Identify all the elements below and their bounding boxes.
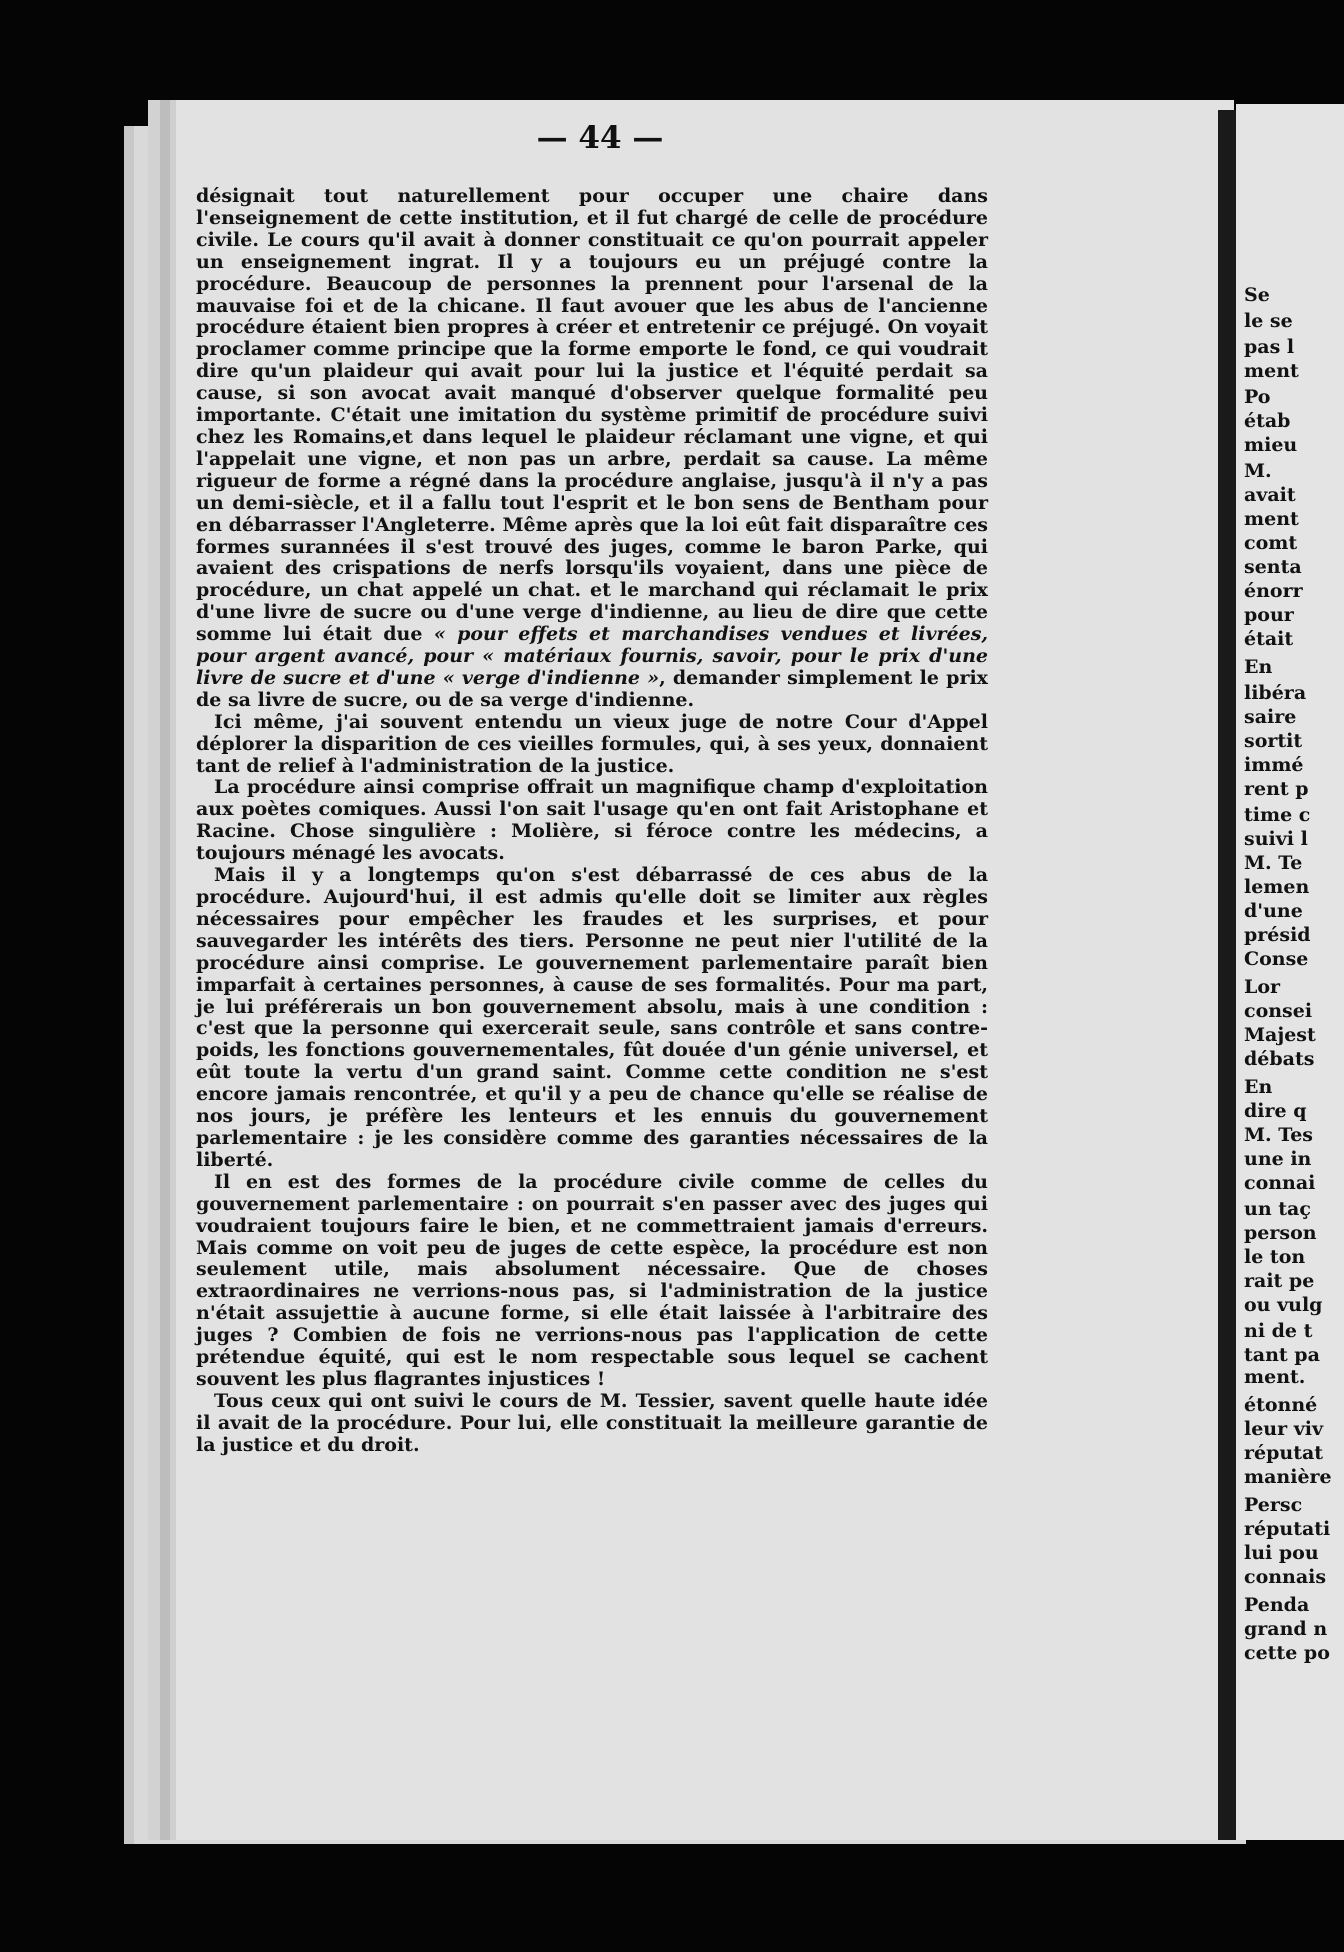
next-page-fragment: libéra (1244, 682, 1307, 704)
next-page-fragment: pas l (1244, 336, 1295, 358)
next-page-fragment: pour (1244, 604, 1294, 626)
paragraph-2: Ici même, j'ai souvent entendu un vieux juge de notre Cour d'Appel déplorer la disparition de ces vieilles formules, qui, à ses yeux, donnaient tant de relief à l'administration de la justice. (196, 710, 988, 777)
next-page-fragment: manière (1244, 1466, 1332, 1488)
page-body (196, 186, 988, 1457)
next-page-fragment: mieu (1244, 434, 1298, 456)
next-page-fragment: Po (1244, 386, 1271, 408)
next-page-fragment: ni de t (1244, 1320, 1313, 1342)
next-page-fragment: ment (1244, 360, 1299, 382)
next-page-fragment: leur viv (1244, 1418, 1324, 1440)
next-page-fragment: immé (1244, 754, 1304, 776)
next-page-fragment: le ton (1244, 1246, 1306, 1268)
next-page-fragment: consei (1244, 1000, 1313, 1022)
next-page-fragment: présid (1244, 924, 1311, 946)
next-page-fragment: débats (1244, 1048, 1315, 1070)
next-page-fragment: suivi l (1244, 828, 1308, 850)
page-number: — 44 — (536, 120, 664, 156)
next-page-fragment: senta (1244, 556, 1302, 578)
next-page-fragment: En (1244, 656, 1273, 678)
next-page-fragment: tant pa (1244, 1344, 1320, 1366)
next-page-fragment: Se (1244, 284, 1270, 306)
next-page-fragment: Conse (1244, 948, 1309, 970)
next-page-fragment: ment (1244, 508, 1299, 530)
next-page-fragment: connais (1244, 1566, 1327, 1588)
next-page-fragment: un taç (1244, 1198, 1311, 1220)
next-page-fragment: dire q (1244, 1100, 1307, 1122)
next-page-fragment: ment. (1244, 1366, 1306, 1388)
next-page-edge (1236, 104, 1344, 1840)
next-page-fragment: Persc (1244, 1494, 1303, 1516)
next-page-fragment: rent p (1244, 778, 1309, 800)
next-page-fragment: rait pe (1244, 1270, 1315, 1292)
next-page-fragment: sortit (1244, 730, 1303, 752)
paragraph-1-quote: « pour effets et marchandises vendues et livrées, pour argent avancé, pour « matériaux fournis, savoir, pour le prix d'une livre de sucre et d'une « verge d'indienne » (196, 623, 989, 689)
next-page-fragment: Penda (1244, 1594, 1310, 1616)
paragraph-1-text: désignait tout naturellement pour occuper une chaire dans l'enseignement de cette institution, et il fut chargé de celle de procédure civile. Le cours qu'il avait à donner constituait ce qu'on pourrait appeler un enseignement ingrat. Il y a toujours eu un préjugé contre la procédure. Beaucoup de personnes la prennent pour l'arsenal de la mauvaise foi et de la chicane. Il faut avouer que les abus de l'ancienne procédure étaient bien propres à créer et entretenir ce préjugé. On voyait proclamer comme principe que la forme emporte le fond, ce qui voudrait dire qu'un plaideur qui avait pour lui la justice et l'équité perdait sa cause, si son avocat avait manqué d'observer quelque formalité peu importante. C'était une imitation du système primitif de procédure suivi chez les Romains,et dans lequel le plaideur réclamant une vigne, et qui l'appelait une vigne, et non pas un arbre, perdait sa cause. La même rigueur de forme a régné dans la procédure anglaise, jusqu'à il n'y a pas un demi-siècle, et il a fallu tout l'esprit et le bon sens de Bentham pour en débarrasser l'Angleterre. Même après que la loi eût fait disparaître ces formes surannées il s'est trouvé des juges, comme le baron Parke, qui avaient des crispations de nerfs lorsqu'ils voyaient, dans une pièce de procédure, un chat appelé un chat. et le marchand qui réclamait le prix d'une livre de sucre ou d'une verge d'indienne, au lieu de dire que cette somme lui était due (196, 185, 988, 646)
next-page-fragment: étab (1244, 410, 1291, 432)
next-page-fragment: Lor (1244, 976, 1281, 998)
paragraph-6: Tous ceux qui ont suivi le cours de M. Tessier, savent quelle haute idée il avait de la procédure. Pour lui, elle constituait la meilleure garantie de la justice et du droit. (196, 1389, 988, 1456)
paragraph-4: Mais il y a longtemps qu'on s'est débarrassé de ces abus de la procédure. Aujourd'hui, il est admis qu'elle doit se limiter aux règles nécessaires pour empêcher les fraudes et les surprises, et pour sauvegarder les intérêts des tiers. Personne ne peut nier l'utilité de la procédure ainsi comprise. Le gouvernement parlementaire paraît bien imparfait à certaines personnes, à cause de ses formalités. Pour ma part, je lui préférerais un bon gouvernement absolu, mais à une condition : c'est que la personne qui exercerait seule, sans contrôle et sans contre-poids, les fonctions gouvernementales, fût douée d'un génie universel, et eût toute la vertu d'un grand saint. Comme cette condition ne s'est encore jamais rencontrée, et qu'il y a peu de chance qu'elle se réalise de nos jours, je préfère les lenteurs et les ennuis du gouvernement parlementaire : je les considère comme des garanties nécessaires de la liberté. (196, 864, 988, 1171)
next-page-fragment: ou vulg (1244, 1294, 1323, 1316)
next-page-fragment: connai (1244, 1172, 1316, 1194)
next-page-fragment: grand n (1244, 1618, 1328, 1640)
next-page-fragment: le se (1244, 310, 1293, 332)
next-page-fragment: lui pou (1244, 1542, 1319, 1564)
next-page-fragment: En (1244, 1076, 1273, 1098)
paragraph-1 (196, 186, 988, 712)
next-page-fragment: M. Te (1244, 852, 1303, 874)
next-page-fragment: M. (1244, 460, 1272, 482)
next-page-fragment: étonné (1244, 1394, 1318, 1416)
next-page-fragment: comt (1244, 532, 1298, 554)
next-page-fragment: time c (1244, 804, 1311, 826)
next-page-fragment: une in (1244, 1148, 1312, 1170)
next-page-fragment: lemen (1244, 876, 1310, 898)
next-page-fragment: était (1244, 628, 1294, 650)
next-page-fragment: avait (1244, 484, 1296, 506)
paragraph-3: La procédure ainsi comprise offrait un magnifique champ d'exploitation aux poètes comiques. Aussi l'on sait l'usage qu'en ont fait Aristophane et Racine. Chose singulière : Molière, si féroce contre les médecins, a toujours ménagé les avocats. (196, 776, 988, 865)
paragraph-1-end: , demander simplement le prix de sa livre de sucre, ou de sa verge d'indienne. (196, 666, 988, 711)
next-page-fragment: person (1244, 1222, 1317, 1244)
paragraph-5: Il en est des formes de la procédure civile comme de celles du gouvernement parlementaire : on pourrait s'en passer avec des juges qui voudraient toujours faire le bien, et ne commettraient jamais d'erreurs. Mais comme on voit peu de juges de cette espèce, la procédure est non seulement utile, mais absolument nécessaire. Que de choses extraordinaires ne verrions-nous pas, si l'administration de la justice n'était assujettie à aucune forme, si elle était laissée à l'arbitraire des juges ? Combien de fois ne verrions-nous pas l'application de cette prétendue équité, qui est le nom respectable sous lequel se cachent souvent les plus flagrantes injustices ! (196, 1170, 988, 1390)
next-page-fragment: réputati (1244, 1518, 1331, 1540)
next-page-fragment: M. Tes (1244, 1124, 1314, 1146)
next-page-fragment: énorr (1244, 580, 1303, 602)
next-page-fragment: d'une (1244, 900, 1303, 922)
next-page-fragment: réputat (1244, 1442, 1324, 1464)
next-page-fragment: Majest (1244, 1024, 1316, 1046)
next-page-fragment: saire (1244, 706, 1297, 728)
next-page-fragment: cette po (1244, 1642, 1330, 1664)
